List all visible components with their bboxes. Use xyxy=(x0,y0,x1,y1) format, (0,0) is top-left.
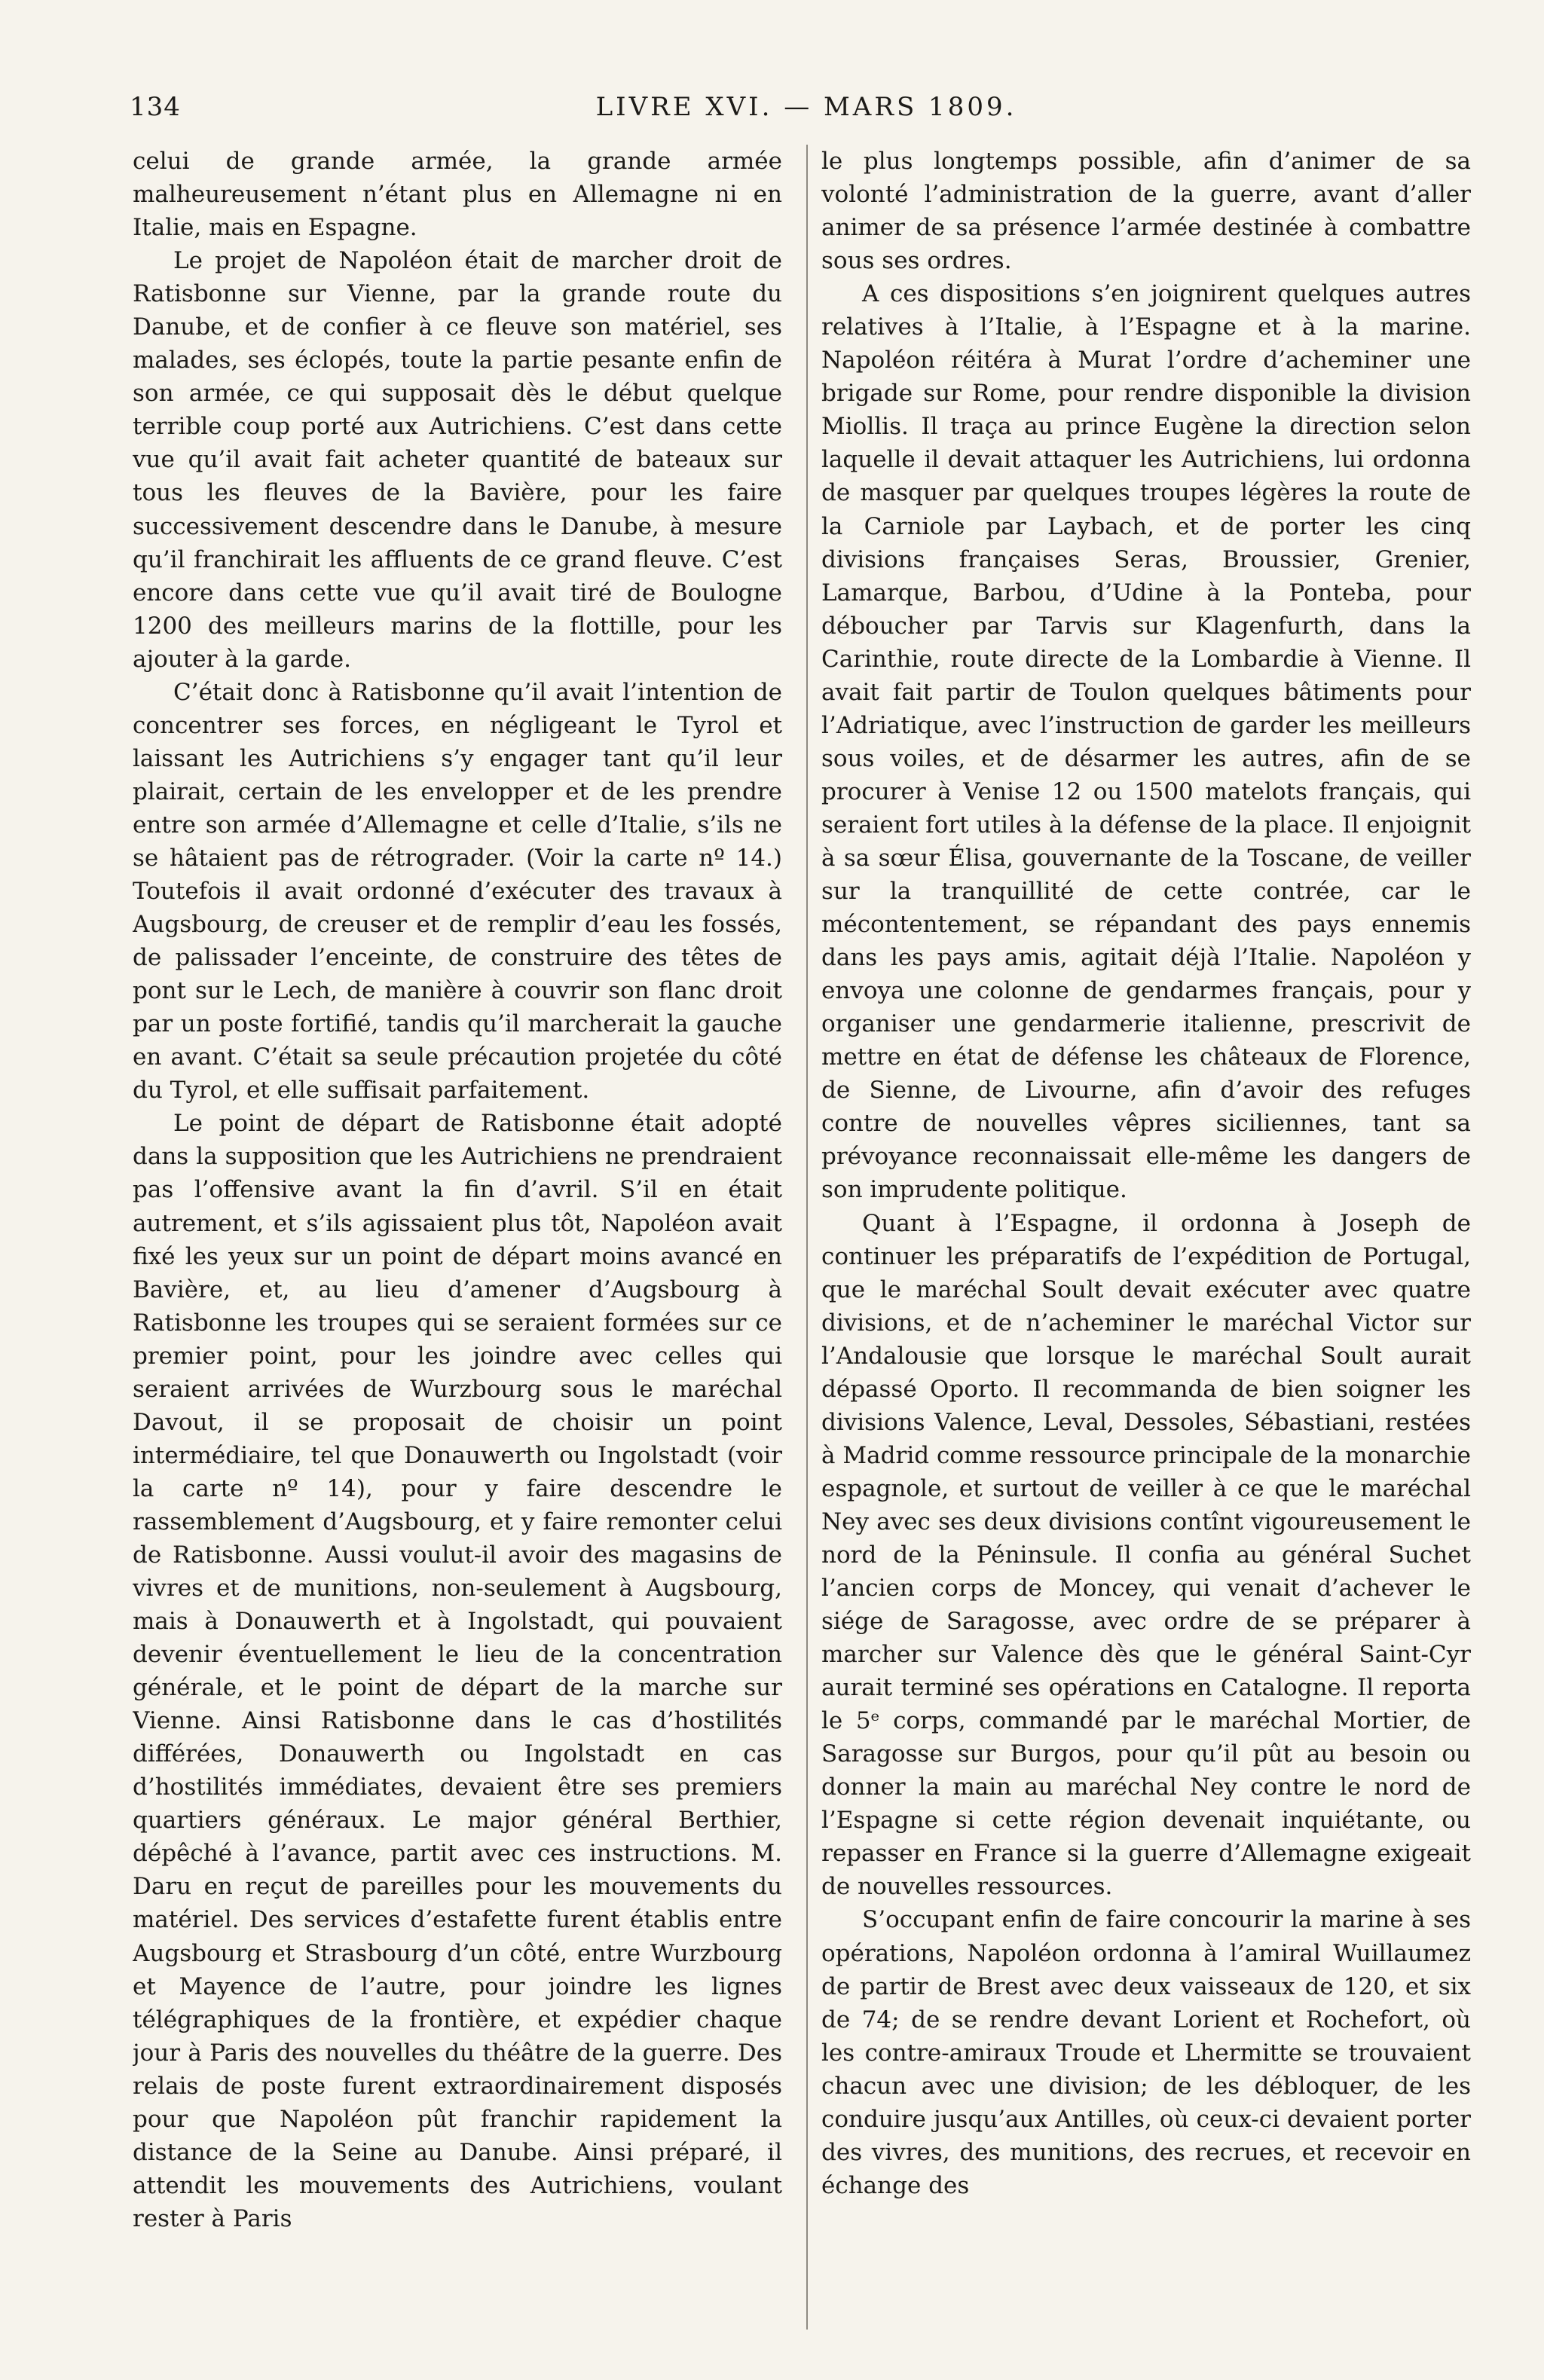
right-column xyxy=(821,145,1471,2345)
paragraph: Quant à l’Espagne, il ordonna à Joseph de continuer les préparatifs de l’expédition de Portugal, que le maréchal Soult devait exécuter avec quatre divisions, et de n’acheminer le maréchal Victor sur l’Andalousie que lorsque le maréchal Soult aurait dépassé Oporto. Il recommanda de bien soigner les divisions Valence, Leval, Dessoles, Sébastiani, restées à Madrid comme ressource principale de la monarchie espagnole, et surtout de veiller à ce que le maréchal Ney avec ses deux divisions contînt vigoureusement le nord de la Péninsule. Il confia au général Suchet l’ancien corps de Moncey, qui venait d’achever le siége de Saragosse, avec ordre de se préparer à marcher sur Valence dès que le général Saint-Cyr aurait terminé ses opérations en Catalogne. Il reporta le 5ᵉ corps, commandé par le maréchal Mortier, de Saragosse sur Burgos, pour qu’il pût au besoin ou donner la main au maréchal Ney contre le nord de l’Espagne si cette région devenait inquiétante, ou repasser en France si la guerre d’Allemagne exigeait de nouvelles ressources. xyxy=(821,1209,1471,1901)
paragraph: Le point de départ de Ratisbonne était adopté dans la supposition que les Autrichiens ne prendraient pas l’offensive avant la fin d’avril. S’il en était autrement, et s’ils agissaient plus tôt, Napoléon avait fixé les yeux sur un point de départ moins avancé en Bavière, et, au lieu d’amener d’Augsbourg à Ratisbonne les troupes qui se seraient formées sur ce premier point, pour les joindre avec celles qui seraient arrivées de Wurzbourg sous le maréchal Davout, il se proposait de choisir un point intermédiaire, tel que Donauwerth ou Ingolstadt (voir la carte nº 14), pour y faire descendre le rassemblement d’Augsbourg, et y faire remonter celui de Ratisbonne. Aussi voulut-il avoir des magasins de vivres et de munitions, non-seulement à Augsbourg, mais à Donauwerth et à Ingolstadt, qui pouvaient devenir éventuellement le lieu de la concentration générale, et le point de départ de la marche sur Vienne. Ainsi Ratisbonne dans le cas d’hostilités différées, Donauwerth ou Ingolstadt en cas d’hostilités immédiates, devaient être ses premiers quartiers généraux. Le major général Berthier, dépêché à l’avance, partit avec ces instructions. M. Daru en reçut de pareilles pour les mouvements du matériel. Des services d’estafette furent établis entre Augsbourg et Strasbourg d’un côté, entre Wurzbourg et Mayence de l’autre, pour joindre les lignes télégraphiques de la frontière, et expédier chaque jour à Paris des nouvelles du théâtre de la guerre. Des relais de poste furent extraordinairement disposés pour que Napoléon pût franchir rapidement la distance de la Seine au Danube. Ainsi préparé, il attendit les mouvements des Autrichiens, voulant rester à Paris xyxy=(133,1110,782,2232)
paragraph: S’occupant enfin de faire concourir la marine à ses opérations, Napoléon ordonna à l’amiral Wuillaumez de partir de Brest avec deux vaisseaux de 120, et six de 74; de se rendre devant Lorient et Rochefort, où les contre-amiraux Troude et Lhermitte se trouvaient chacun avec une division; de les débloquer, de les conduire jusqu’aux Antilles, où ceux-ci devaient porter des vivres, des munitions, des recrues, et recevoir en échange des xyxy=(821,1906,1471,2199)
paragraph: celui de grande armée, la grande armée malheureusement n’étant plus en Allemagne ni en Italie, mais en Espagne. xyxy=(133,148,782,242)
page-number: 134 xyxy=(130,92,181,122)
paragraph: C’était donc à Ratisbonne qu’il avait l’intention de concentrer ses forces, en négligeant le Tyrol et laissant les Autrichiens s’y engager tant qu’il leur plairait, certain de les envelopper et de les prendre entre son armée d’Allemagne et celle d’Italie, s’ils ne se hâtaient pas de rétrograder. (Voir la carte nº 14.) Toutefois il avait ordonné d’exécuter des travaux à Augsbourg, de creuser et de remplir d’eau les fossés, de palissader l’enceinte, de construire des têtes de pont sur le Lech, de manière à couvrir son flanc droit par un poste fortifié, tandis qu’il marcherait la gauche en avant. C’était sa seule précaution projetée du côté du Tyrol, et elle suffisait parfaitement. xyxy=(133,678,782,1104)
paragraph: le plus longtemps possible, afin d’animer de sa volonté l’administration de la guerre, avant d’aller animer de sa présence l’armée destinée à combattre sous ses ordres. xyxy=(821,148,1471,275)
column-divider xyxy=(806,145,808,2330)
paragraph: Le projet de Napoléon était de marcher droit de Ratisbonne sur Vienne, par la grande route du Danube, et de confier à ce fleuve son matériel, ses malades, ses éclopés, toute la partie pesante enfin de son armée, ce qui supposait dès le début quelque terrible coup porté aux Autrichiens. C’est dans cette vue qu’il avait fait acheter quantité de bateaux sur tous les fleuves de la Bavière, pour les faire successivement descendre dans le Danube, à mesure qu’il franchirait les affluents de ce grand fleuve. C’est encore dans cette vue qu’il avait tiré de Boulogne 1200 des meilleurs marins de la flottille, pour les ajouter à la garde. xyxy=(133,247,782,673)
left-column xyxy=(133,145,782,2345)
running-head: LIVRE XVI. — MARS 1809. xyxy=(595,92,1017,122)
paragraph: A ces dispositions s’en joignirent quelques autres relatives à l’Italie, à l’Espagne et à la marine. Napoléon réitéra à Murat l’ordre d’acheminer une brigade sur Rome, pour rendre disponible la division Miollis. Il traça au prince Eugène la direction selon laquelle il devait attaquer les Autrichiens, lui ordonna de masquer par quelques troupes légères la route de la Carniole par Laybach, et de porter les cinq divisions françaises Seras, Broussier, Grenier, Lamarque, Barbou, d’Udine à la Ponteba, pour déboucher par Tarvis sur Klagenfurth, dans la Carinthie, route directe de la Lombardie à Vienne. Il avait fait partir de Toulon quelques bâtiments pour l’Adriatique, avec l’instruction de garder les meilleurs sous voiles, et de désarmer les autres, afin de se procurer à Venise 12 ou 1500 matelots français, qui seraient fort utiles à la défense de la place. Il enjoignit à sa sœur Élisa, gouvernante de la Toscane, de veiller sur la tranquillité de cette contrée, car le mécontentement, se répandant des pays ennemis dans les pays amis, agitait déjà l’Italie. Napoléon y envoya une colonne de gendarmes français, pour y organiser une gendarmerie italienne, prescrivit de mettre en état de défense les châteaux de Florence, de Sienne, de Livourne, afin d’avoir des refuges contre de nouvelles vêpres siciliennes, tant sa prévoyance reconnaissait elle-même les dangers de son imprudente politique. xyxy=(821,280,1471,1204)
page-header xyxy=(130,92,1483,130)
